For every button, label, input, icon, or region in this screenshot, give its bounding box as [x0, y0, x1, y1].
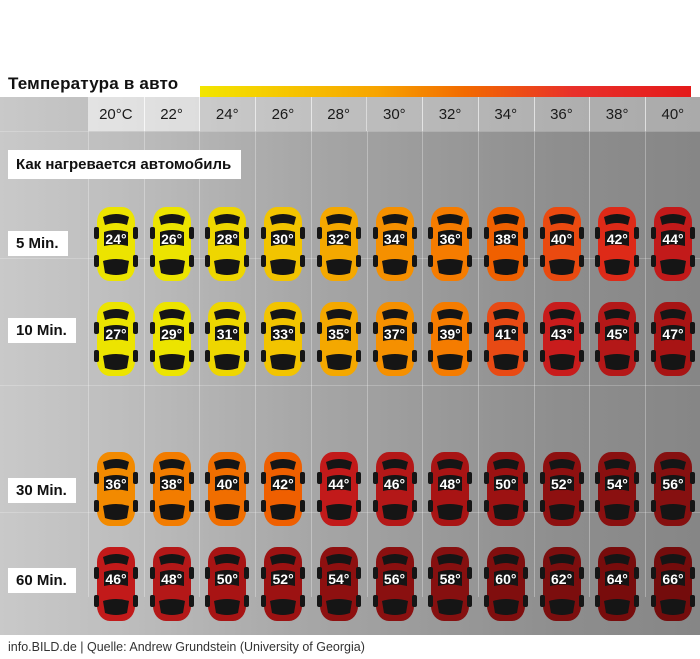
cell-value: 56°	[383, 571, 406, 587]
cell-value: 34°	[383, 231, 406, 247]
car-cell	[539, 205, 585, 283]
car-cell	[316, 300, 362, 378]
cell-value: 45°	[606, 326, 628, 342]
column-header-3: 26°	[255, 97, 312, 131]
cell-value: 37°	[383, 326, 406, 342]
car-cell	[316, 205, 362, 283]
car-cell	[483, 450, 529, 528]
cell-value: 33°	[272, 326, 294, 342]
footer-source-text: info.BILD.de | Quelle: Andrew Grundstein (University of Georgia)	[8, 640, 365, 654]
row-label-2: 30 Min.	[8, 478, 76, 503]
cell-value: 54°	[328, 571, 350, 587]
car-cell	[260, 450, 306, 528]
column-header-10: 40°	[645, 97, 700, 131]
column-header-row	[0, 97, 700, 131]
car-cell	[650, 300, 696, 378]
car-cell	[594, 300, 640, 378]
car-cell	[260, 300, 306, 378]
cell-value: 24°	[105, 231, 127, 247]
cell-value: 28°	[216, 231, 238, 247]
car-cell	[483, 300, 529, 378]
cell-value: 42°	[606, 231, 628, 247]
grid-vline	[255, 131, 256, 597]
cell-value: 48°	[439, 476, 461, 492]
cell-value: 46°	[105, 571, 127, 587]
grid-hline	[0, 131, 700, 132]
row-label-3: 60 Min.	[8, 568, 76, 593]
grid-vline	[478, 131, 479, 597]
car-cell	[594, 450, 640, 528]
car-cell	[427, 205, 473, 283]
cell-value: 48°	[161, 571, 183, 587]
cell-value: 29°	[161, 326, 183, 342]
grid-hline	[0, 385, 700, 386]
cell-value: 64°	[606, 571, 628, 587]
cell-value: 60°	[495, 571, 517, 587]
car-cell	[650, 545, 696, 623]
column-header-4: 28°	[311, 97, 368, 131]
column-header-0: 20°C	[88, 97, 145, 131]
car-cell	[539, 450, 585, 528]
cell-value: 56°	[662, 476, 684, 492]
cell-value: 35°	[328, 326, 350, 342]
car-cell	[483, 545, 529, 623]
page-title: Температура в авто	[8, 74, 179, 93]
car-cell	[372, 450, 418, 528]
car-cell	[372, 300, 418, 378]
column-header-8: 36°	[534, 97, 591, 131]
cell-value: 36°	[439, 231, 461, 247]
cell-value: 32°	[328, 231, 350, 247]
cell-value: 44°	[662, 231, 684, 247]
grid-vline	[422, 131, 423, 597]
cell-value: 26°	[161, 231, 183, 247]
grid-vline	[589, 131, 590, 597]
grid-vline	[534, 131, 535, 597]
cell-value: 39°	[439, 326, 461, 342]
car-cell	[316, 545, 362, 623]
grid-vline	[88, 131, 89, 597]
car-cell	[650, 205, 696, 283]
car-cell	[539, 545, 585, 623]
column-header-7: 34°	[478, 97, 535, 131]
car-cell	[260, 545, 306, 623]
car-cell	[149, 205, 195, 283]
column-header-9: 38°	[589, 97, 646, 131]
column-header-1: 22°	[144, 97, 201, 131]
car-cell	[427, 545, 473, 623]
cell-value: 52°	[272, 571, 294, 587]
car-cell	[149, 545, 195, 623]
car-cell	[93, 450, 139, 528]
car-cell	[93, 205, 139, 283]
car-cell	[650, 450, 696, 528]
cell-value: 38°	[495, 231, 517, 247]
cell-value: 38°	[161, 476, 183, 492]
car-cell	[93, 545, 139, 623]
cell-value: 54°	[606, 476, 628, 492]
car-cell	[260, 205, 306, 283]
car-cell	[427, 450, 473, 528]
grid-vline	[199, 131, 200, 597]
car-cell	[372, 545, 418, 623]
car-cell	[483, 205, 529, 283]
cell-value: 50°	[216, 571, 238, 587]
cell-value: 47°	[662, 326, 684, 342]
cell-value: 31°	[216, 326, 238, 342]
car-cell	[93, 300, 139, 378]
car-cell	[204, 545, 250, 623]
cell-value: 27°	[105, 326, 127, 342]
cell-value: 36°	[105, 476, 127, 492]
grid-vline	[144, 131, 145, 597]
cell-value: 30°	[272, 231, 294, 247]
grid-vline	[645, 131, 646, 597]
row-label-1: 10 Min.	[8, 318, 76, 343]
cell-value: 46°	[383, 476, 406, 492]
car-cell	[149, 450, 195, 528]
cell-value: 43°	[551, 326, 573, 342]
grid-vline	[311, 131, 312, 597]
car-cell	[149, 300, 195, 378]
car-cell	[204, 450, 250, 528]
column-header-2: 24°	[199, 97, 256, 131]
temperature-gradient-legend	[200, 86, 691, 97]
car-cell	[372, 205, 418, 283]
column-header-6: 32°	[422, 97, 479, 131]
cell-value: 52°	[551, 476, 573, 492]
cell-value: 41°	[495, 326, 517, 342]
cell-value: 58°	[439, 571, 461, 587]
cell-value: 40°	[551, 231, 573, 247]
grid-vline	[367, 131, 368, 597]
car-cell	[539, 300, 585, 378]
cell-value: 42°	[272, 476, 294, 492]
cell-value: 40°	[216, 476, 238, 492]
car-cell	[204, 205, 250, 283]
chart-subtitle: Как нагревается автомобиль	[8, 150, 241, 179]
car-cell	[594, 205, 640, 283]
row-label-0: 5 Min.	[8, 231, 68, 256]
footer-source	[0, 635, 700, 659]
cell-value: 50°	[495, 476, 517, 492]
cell-value: 44°	[328, 476, 350, 492]
column-header-5: 30°	[367, 97, 424, 131]
car-cell	[316, 450, 362, 528]
cell-value: 66°	[662, 571, 684, 587]
car-cell	[204, 300, 250, 378]
car-cell	[427, 300, 473, 378]
car-cell	[594, 545, 640, 623]
cell-value: 62°	[551, 571, 573, 587]
